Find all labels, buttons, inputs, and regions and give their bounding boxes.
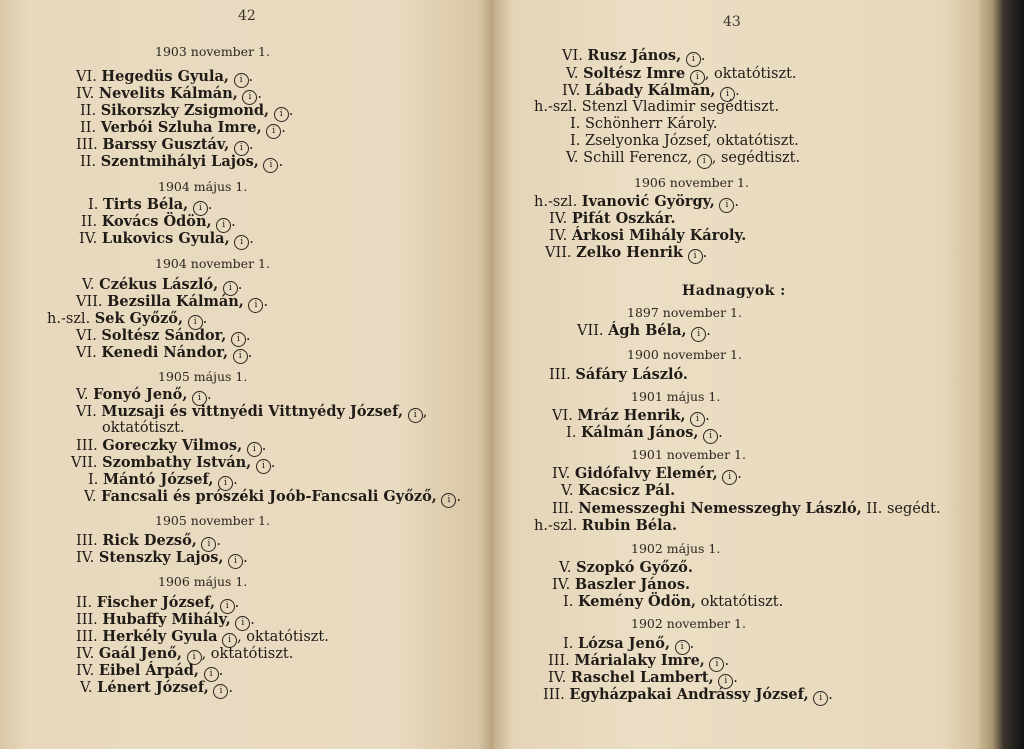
circled-i-icon: i bbox=[703, 429, 718, 444]
circled-i-icon: i bbox=[686, 52, 701, 67]
date-heading: 1897 november 1. bbox=[627, 305, 742, 320]
list-item: h.-szl. Stenzl Vladimir segédtiszt. bbox=[534, 99, 780, 115]
list-item: V. Fancsali és prószéki Joób-Fancsali Győző, i . bbox=[84, 488, 461, 508]
circled-i-icon: i bbox=[697, 154, 712, 169]
list-item: VI. Muzsaji és vittnyédi Vittnyédy József, i , bbox=[76, 403, 427, 423]
list-item: I. Kálmán János, i . bbox=[566, 424, 723, 444]
circled-i-icon: i bbox=[688, 249, 703, 264]
page-number-right: 43 bbox=[723, 14, 741, 30]
list-item: IV. Baszler János. bbox=[552, 576, 691, 593]
list-item: h.-szl. Ivanović György, i . bbox=[534, 193, 739, 213]
circled-i-icon: i bbox=[204, 667, 219, 682]
list-item: II. Fischer József, i . bbox=[76, 594, 239, 614]
circled-i-icon: i bbox=[720, 87, 735, 102]
list-item: III. Sáfáry László. bbox=[549, 366, 688, 383]
page-number-left: 42 bbox=[238, 8, 256, 24]
list-item: V. Lénert József, i . bbox=[80, 679, 233, 699]
list-item: IV. Árkosi Mihály Károly. bbox=[549, 227, 747, 244]
book-edge bbox=[979, 0, 1024, 749]
list-item: IV. Raschel Lambert, i . bbox=[548, 669, 738, 689]
circled-i-icon: i bbox=[222, 633, 237, 648]
circled-i-icon: i bbox=[718, 674, 733, 689]
circled-i-icon: i bbox=[213, 684, 228, 699]
list-item: I. Mántó József, i . bbox=[88, 471, 238, 491]
left-page bbox=[0, 0, 493, 749]
circled-i-icon: i bbox=[235, 616, 250, 631]
circled-i-icon: i bbox=[690, 412, 705, 427]
list-item: IV. Lábady Kálmán, i . bbox=[562, 82, 740, 102]
list-item: IV. Pifát Oszkár. bbox=[549, 210, 676, 227]
circled-i-icon: i bbox=[247, 442, 262, 457]
date-heading: 1903 november 1. bbox=[155, 44, 270, 59]
circled-i-icon: i bbox=[234, 141, 249, 156]
list-item: I. Zselyonka József, oktatótiszt. bbox=[570, 133, 799, 149]
circled-i-icon: i bbox=[709, 657, 724, 672]
list-item: VII. Szombathy István, i . bbox=[71, 454, 275, 474]
list-item: VI. Hegedüs Gyula, i . bbox=[76, 68, 253, 88]
date-heading: 1905 május 1. bbox=[158, 369, 248, 384]
date-heading: 1905 november 1. bbox=[155, 513, 270, 528]
list-item: IV. Gaál Jenő, i , oktatótiszt. bbox=[76, 645, 293, 665]
circled-i-icon: i bbox=[813, 691, 828, 706]
section-heading: Hadnagyok : bbox=[682, 283, 786, 299]
list-item: I. Kemény Ödön, oktatótiszt. bbox=[563, 593, 784, 610]
list-item: VI. Rusz János, i . bbox=[562, 47, 705, 67]
list-item: III. Hubaffy Mihály, i . bbox=[76, 611, 255, 631]
circled-i-icon: i bbox=[187, 650, 202, 665]
list-item: VII. Bezsilla Kálmán, i . bbox=[76, 293, 268, 313]
list-item: I. Tirts Béla, i . bbox=[88, 196, 212, 216]
list-item: III. Márialaky Imre, i . bbox=[548, 652, 729, 672]
list-item: III. Rick Dezső, i . bbox=[76, 532, 221, 552]
list-item: VII. Zelko Henrik i . bbox=[545, 244, 707, 264]
circled-i-icon: i bbox=[220, 599, 235, 614]
list-item: III. Egyházpakai Andrássy József, i . bbox=[543, 686, 833, 706]
circled-i-icon: i bbox=[231, 332, 246, 347]
circled-i-icon: i bbox=[256, 459, 271, 474]
list-item: I. Lózsa Jenő, i . bbox=[563, 635, 694, 655]
list-item: IV. Lukovics Gyula, i . bbox=[79, 230, 254, 250]
date-heading: 1906 november 1. bbox=[634, 175, 749, 190]
circled-i-icon: i bbox=[263, 158, 278, 173]
list-item: IV. Stenszky Lajos, i . bbox=[76, 549, 248, 569]
date-heading: 1906 május 1. bbox=[158, 574, 248, 589]
circled-i-icon: i bbox=[223, 281, 238, 296]
date-heading: 1904 május 1. bbox=[158, 179, 248, 194]
list-item: VI. Kenedi Nándor, i . bbox=[76, 344, 252, 364]
list-item: IV. Gidófalvy Elemér, i . bbox=[552, 465, 742, 485]
circled-i-icon: i bbox=[228, 554, 243, 569]
circled-i-icon: i bbox=[201, 537, 216, 552]
circled-i-icon: i bbox=[193, 201, 208, 216]
circled-i-icon: i bbox=[266, 124, 281, 139]
list-item: III. Nemesszeghi Nemesszeghy László, II. segédt. bbox=[552, 500, 941, 517]
list-item: III. Goreczky Vilmos, i . bbox=[76, 437, 266, 457]
date-heading: 1902 november 1. bbox=[631, 616, 746, 631]
circled-i-icon: i bbox=[248, 298, 263, 313]
date-heading: 1902 május 1. bbox=[631, 541, 721, 556]
date-heading: 1900 november 1. bbox=[627, 347, 742, 362]
circled-i-icon: i bbox=[242, 90, 257, 105]
circled-i-icon: i bbox=[408, 408, 423, 423]
circled-i-icon: i bbox=[218, 476, 233, 491]
list-item: V. Fonyó Jenő, i . bbox=[76, 386, 212, 406]
list-item: VI. Mráz Henrik, i . bbox=[552, 407, 710, 427]
list-item: IV. Nevelits Kálmán, i . bbox=[76, 85, 262, 105]
circled-i-icon: i bbox=[675, 640, 690, 655]
list-item: h.-szl. Rubin Béla. bbox=[534, 517, 678, 534]
circled-i-icon: i bbox=[233, 349, 248, 364]
list-item: II. Verbói Szluha Imre, i . bbox=[80, 119, 286, 139]
list-item: IV. Eibel Árpád, i . bbox=[76, 662, 223, 682]
list-item: V. Soltész Imre i , oktatótiszt. bbox=[566, 65, 797, 85]
list-item: III. Herkély Gyula i , oktatótiszt. bbox=[76, 628, 329, 648]
list-item: III. Barssy Gusztáv, i . bbox=[76, 136, 253, 156]
circled-i-icon: i bbox=[441, 493, 456, 508]
list-item: h.-szl. Sek Győző, i . bbox=[47, 310, 207, 330]
circled-i-icon: i bbox=[188, 315, 203, 330]
list-item: VII. Ágh Béla, i . bbox=[577, 322, 711, 342]
circled-i-icon: i bbox=[690, 70, 705, 85]
right-page bbox=[493, 0, 979, 749]
date-heading: 1904 november 1. bbox=[155, 256, 270, 271]
circled-i-icon: i bbox=[719, 198, 734, 213]
list-item: V. Czékus László, i . bbox=[82, 276, 242, 296]
circled-i-icon: i bbox=[192, 391, 207, 406]
list-item: I. Schönherr Károly. bbox=[570, 116, 718, 132]
circled-i-icon: i bbox=[234, 235, 249, 250]
circled-i-icon: i bbox=[722, 470, 737, 485]
date-heading: 1901 november 1. bbox=[631, 447, 746, 462]
date-heading: 1901 május 1. bbox=[631, 389, 721, 404]
list-item: VI. Soltész Sándor, i . bbox=[76, 327, 251, 347]
circled-i-icon: i bbox=[216, 218, 231, 233]
list-item: II. Szentmihályi Lajos, i . bbox=[80, 153, 283, 173]
list-item: II. Kovács Ödön, i . bbox=[81, 213, 236, 233]
list-item-continuation: oktatótiszt. bbox=[102, 420, 185, 436]
list-item: V. Kacsicz Pál. bbox=[561, 482, 676, 499]
circled-i-icon: i bbox=[691, 327, 706, 342]
list-item: V. Szopkó Győző. bbox=[559, 559, 693, 576]
circled-i-icon: i bbox=[234, 73, 249, 88]
list-item: II. Sikorszky Zsigmond, i . bbox=[80, 102, 293, 122]
circled-i-icon: i bbox=[274, 107, 289, 122]
list-item: V. Schill Ferencz, i , segédtiszt. bbox=[566, 150, 800, 169]
